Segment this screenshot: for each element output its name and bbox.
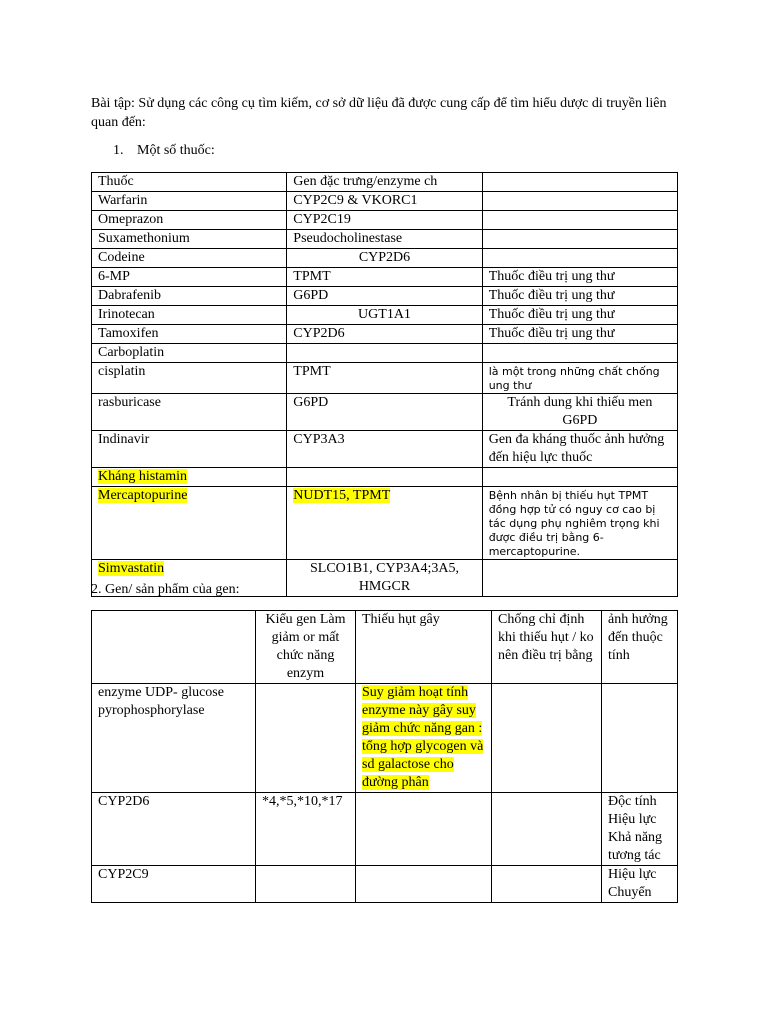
table-cell: Suxamethonium [92, 230, 287, 249]
highlighted-text: Mercaptopurine [98, 488, 188, 503]
table-row [92, 363, 678, 394]
table-cell: Gen đa kháng thuốc ảnh hưởng đến hiệu lực thuốc [482, 431, 677, 468]
section-1-number: 1. [113, 143, 124, 158]
header-cell [92, 611, 256, 684]
table-row [92, 192, 678, 211]
intro-paragraph: Bài tập: Sử dụng các công cụ tìm kiếm, cơ sở dữ liệu đã được cung cấp để tìm hiểu dược di truyền liên quan đến: [91, 96, 667, 130]
drug-table [91, 172, 678, 597]
header-cell: Chống chỉ định khi thiếu hụt / ko nên điều trị bằng [492, 611, 602, 684]
table-cell: là một trong những chất chống ung thư [482, 363, 677, 394]
table-cell: Tamoxifen [92, 325, 287, 344]
table-cell [492, 684, 602, 793]
table-row [92, 230, 678, 249]
table-row [92, 325, 678, 344]
table-row [92, 431, 678, 468]
table-cell [92, 487, 287, 560]
table-cell: Thuốc điều trị ung thư [482, 287, 677, 306]
table-cell [482, 230, 677, 249]
table-cell: Omeprazon [92, 211, 287, 230]
table-row [92, 268, 678, 287]
table-row [92, 287, 678, 306]
table-cell [492, 793, 602, 866]
table-cell: Warfarin [92, 192, 287, 211]
table-cell [256, 866, 356, 903]
table-cell [482, 468, 677, 487]
table-row [92, 306, 678, 325]
table-cell [287, 344, 482, 363]
header-cell: Gen đặc trưng/enzyme ch [287, 173, 482, 192]
table-cell: G6PD [287, 287, 482, 306]
table-cell: SLCO1B1, CYP3A4;3A5, HMGCR [287, 560, 482, 597]
section-1-heading [113, 143, 215, 159]
highlighted-text: Suy giảm hoạt tính enzyme này gây suy giảm chức năng gan : tổng hợp glycogen và sd galactose cho đường phân [362, 685, 484, 790]
table-cell [482, 211, 677, 230]
table-cell: Irinotecan [92, 306, 287, 325]
table-cell: TPMT [287, 363, 482, 394]
table-row [92, 211, 678, 230]
highlighted-text: Kháng histamin [98, 469, 188, 484]
table-cell [356, 684, 492, 793]
table-row [92, 468, 678, 487]
table-cell: rasburicase [92, 394, 287, 431]
table-row [92, 684, 678, 793]
table-cell: CYP2C19 [287, 211, 482, 230]
table-cell [256, 684, 356, 793]
header-cell: Thuốc [92, 173, 287, 192]
section-2-heading: 2. Gen/ sản phẩm của gen: [91, 582, 240, 597]
table-header-row [92, 611, 678, 684]
table-cell: Bệnh nhân bị thiếu hụt TPMT đồng hợp tử có nguy cơ cao bị tác dụng phụ nghiêm trọng khi được điều trị bằng 6-mercaptopurine. [482, 487, 677, 560]
highlighted-text: Simvastatin [98, 561, 165, 576]
table-cell: Codeine [92, 249, 287, 268]
table-cell: CYP2D6 [287, 249, 482, 268]
table-cell: 6-MP [92, 268, 287, 287]
table-row [92, 344, 678, 363]
table-cell: *4,*5,*10,*17 [256, 793, 356, 866]
table-cell: Độc tính Hiệu lực Khả năng tương tác [602, 793, 678, 866]
table-cell [92, 468, 287, 487]
table-cell: Carboplatin [92, 344, 287, 363]
table-cell [482, 344, 677, 363]
table-cell [602, 684, 678, 793]
table-cell: Tránh dung khi thiếu men G6PD [482, 394, 677, 431]
table-cell [287, 487, 482, 560]
section-1-title: Một số thuốc: [137, 143, 215, 158]
table-cell: G6PD [287, 394, 482, 431]
table-cell [287, 468, 482, 487]
table-cell: CYP2D6 [92, 793, 256, 866]
table-header-row [92, 173, 678, 192]
table-cell [356, 793, 492, 866]
table-cell: UGT1A1 [287, 306, 482, 325]
table-cell: CYP2C9 [92, 866, 256, 903]
table-row [92, 249, 678, 268]
table-cell: Pseudocholinestase [287, 230, 482, 249]
table-cell: Thuốc điều trị ung thư [482, 268, 677, 287]
header-cell: Kiểu gen Làm giảm or mất chức năng enzym [256, 611, 356, 684]
table-cell: Indinavir [92, 431, 287, 468]
table-cell: Dabrafenib [92, 287, 287, 306]
table-cell [482, 249, 677, 268]
table-cell: enzyme UDP- glucose pyrophosphorylase [92, 684, 256, 793]
table-cell [482, 560, 677, 597]
table-row [92, 866, 678, 903]
highlighted-text: NUDT15, TPMT [293, 488, 391, 503]
table-cell: CYP2C9 & VKORC1 [287, 192, 482, 211]
table-cell: Hiệu lực Chuyển [602, 866, 678, 903]
table-cell: CYP3A3 [287, 431, 482, 468]
header-cell: Thiếu hụt gây [356, 611, 492, 684]
table-cell: Thuốc điều trị ung thư [482, 325, 677, 344]
table-cell: CYP2D6 [287, 325, 482, 344]
header-cell [482, 173, 677, 192]
table-cell: Thuốc điều trị ung thư [482, 306, 677, 325]
table-row [92, 394, 678, 431]
table-cell: cisplatin [92, 363, 287, 394]
header-cell: ảnh hưởng đến thuộc tính [602, 611, 678, 684]
table-cell: TPMT [287, 268, 482, 287]
table-row [92, 793, 678, 866]
table-cell [356, 866, 492, 903]
table-cell [482, 192, 677, 211]
gene-table [91, 610, 678, 903]
table-cell [492, 866, 602, 903]
table-row [92, 487, 678, 560]
